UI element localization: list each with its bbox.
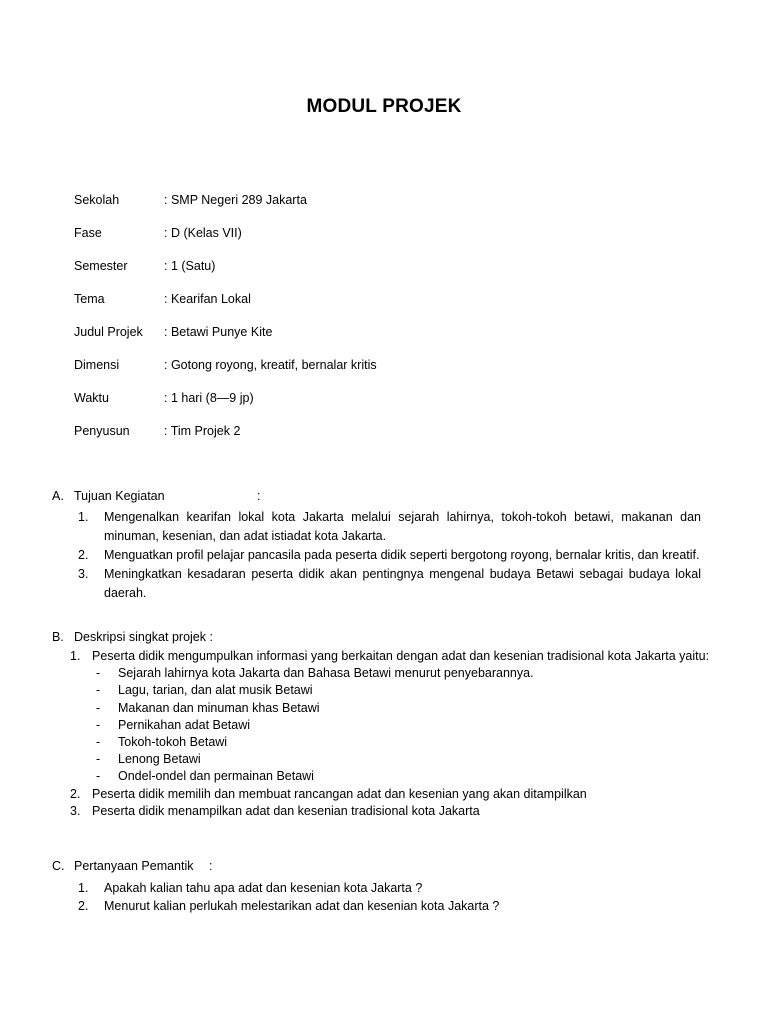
section-letter: C.	[52, 859, 65, 873]
section-heading	[52, 487, 712, 506]
list-item	[70, 786, 710, 803]
item-text: Peserta didik mengumpulkan informasi yang berkaitan dengan adat dan kesenian tradisional kota Jakarta yaitu:	[92, 649, 710, 663]
sublist-text: Tokoh-tokoh Betawi	[118, 735, 228, 750]
sublist-text: Sejarah lahirnya kota Jakarta dan Bahasa Betawi menurut penyebarannya.	[118, 666, 534, 681]
section-letter: B.	[52, 630, 64, 644]
page-title: MODUL PROJEK	[306, 96, 462, 117]
item-text: Menurut kalian perlukah melestarikan adat dan kesenian kota Jakarta ?	[104, 899, 500, 913]
sublist-text: Makanan dan minuman khas Betawi	[118, 700, 320, 715]
item-number: 3.	[78, 567, 89, 581]
section-title: Deskripsi singkat projek :	[74, 630, 213, 644]
info-row-judul-projek	[74, 323, 714, 356]
dash-bullet: -	[96, 735, 101, 750]
sublist-text: Pernikahan adat Betawi	[118, 717, 251, 732]
info-value: : 1 (Satu)	[164, 259, 216, 273]
info-label: Penyusun	[74, 424, 130, 438]
section-title: Tujuan Kegiatan	[74, 489, 165, 503]
info-row-tema	[74, 290, 714, 323]
sublist-item	[96, 751, 710, 768]
section-colon: :	[257, 489, 261, 503]
info-row-fase	[74, 224, 714, 257]
item-text: Peserta didik menampilkan adat dan kesenian tradisional kota Jakarta	[92, 803, 480, 818]
info-value: : Tim Projek 2	[164, 424, 241, 438]
item-text: Meningkatkan kesadaran peserta didik akan pentingnya mengenal budaya Betawi sebagai budaya lokal daerah.	[104, 567, 701, 600]
section-heading	[52, 628, 712, 647]
list-item	[78, 565, 701, 603]
info-label: Dimensi	[74, 358, 120, 372]
item-text: Peserta didik memilih dan membuat rancangan adat dan kesenian yang akan ditampilkan	[92, 786, 587, 801]
sublist-text: Ondel-ondel dan permainan Betawi	[118, 769, 314, 784]
info-row-dimensi	[74, 356, 714, 389]
info-label: Judul Projek	[74, 325, 143, 339]
tujuan-list	[78, 508, 701, 603]
item-number: 2.	[78, 548, 89, 562]
dash-bullet: -	[96, 717, 101, 732]
dash-bullet: -	[96, 700, 101, 715]
item-text: Apakah kalian tahu apa adat dan kesenian kota Jakarta ?	[104, 881, 423, 895]
info-label: Waktu	[74, 391, 109, 405]
info-label: Sekolah	[74, 193, 120, 207]
info-row-waktu	[74, 389, 714, 422]
info-label: Tema	[74, 292, 105, 306]
sublist-item	[96, 700, 710, 717]
sublist-item	[96, 734, 710, 751]
info-value: : Betawi Punye Kite	[164, 325, 273, 339]
list-item	[78, 879, 701, 897]
dash-bullet: -	[96, 666, 101, 681]
sublist-text: Lagu, tarian, dan alat musik Betawi	[118, 683, 313, 698]
module-info-table	[74, 191, 714, 455]
item-number: 3.	[70, 803, 81, 818]
info-value: : Kearifan Lokal	[164, 292, 251, 306]
section-letter: A.	[52, 489, 64, 503]
item-number: 1.	[70, 649, 81, 663]
info-label: Fase	[74, 226, 102, 240]
section-heading	[52, 857, 712, 876]
dash-bullet: -	[96, 683, 101, 698]
list-item	[70, 648, 710, 786]
sublist-item	[96, 768, 710, 785]
item-number: 1.	[78, 510, 89, 524]
topic-sublist	[96, 665, 710, 785]
section-colon: :	[209, 859, 213, 873]
item-body	[92, 648, 710, 786]
info-value: : SMP Negeri 289 Jakarta	[164, 193, 307, 207]
section-tujuan-kegiatan	[52, 487, 712, 603]
item-number: 2.	[78, 899, 89, 913]
sublist-item	[96, 665, 710, 682]
sublist-item	[96, 682, 710, 699]
info-value: : D (Kelas VII)	[164, 226, 242, 240]
info-value: : 1 hari (8—9 jp)	[164, 391, 254, 405]
list-item	[70, 803, 710, 820]
info-label: Semester	[74, 259, 128, 273]
info-row-sekolah	[74, 191, 714, 224]
pertanyaan-list	[78, 879, 701, 915]
list-item	[78, 546, 701, 565]
sublist-item	[96, 717, 710, 734]
item-number: 2.	[70, 786, 81, 801]
list-item	[78, 508, 701, 546]
section-title: Pertanyaan Pemantik	[74, 859, 194, 873]
dash-bullet: -	[96, 752, 101, 767]
sublist-text: Lenong Betawi	[118, 752, 201, 767]
item-text: Menguatkan profil pelajar pancasila pada peserta didik seperti bergotong royong, bernalar kritis, dan kreatif.	[104, 548, 700, 562]
dash-bullet: -	[96, 769, 101, 784]
list-item	[78, 897, 701, 915]
section-pertanyaan-pemantik	[52, 857, 712, 915]
info-value: : Gotong royong, kreatif, bernalar kritis	[164, 358, 377, 372]
info-row-penyusun	[74, 422, 714, 455]
item-text: Mengenalkan kearifan lokal kota Jakarta melalui sejarah lahirnya, tokoh-tokoh betawi, makanan dan minuman, kesenian, dan adat istiadat kota Jakarta.	[104, 510, 701, 543]
item-number: 1.	[78, 881, 89, 895]
section-deskripsi-projek	[52, 628, 712, 820]
info-row-semester	[74, 257, 714, 290]
deskripsi-list	[70, 648, 710, 820]
